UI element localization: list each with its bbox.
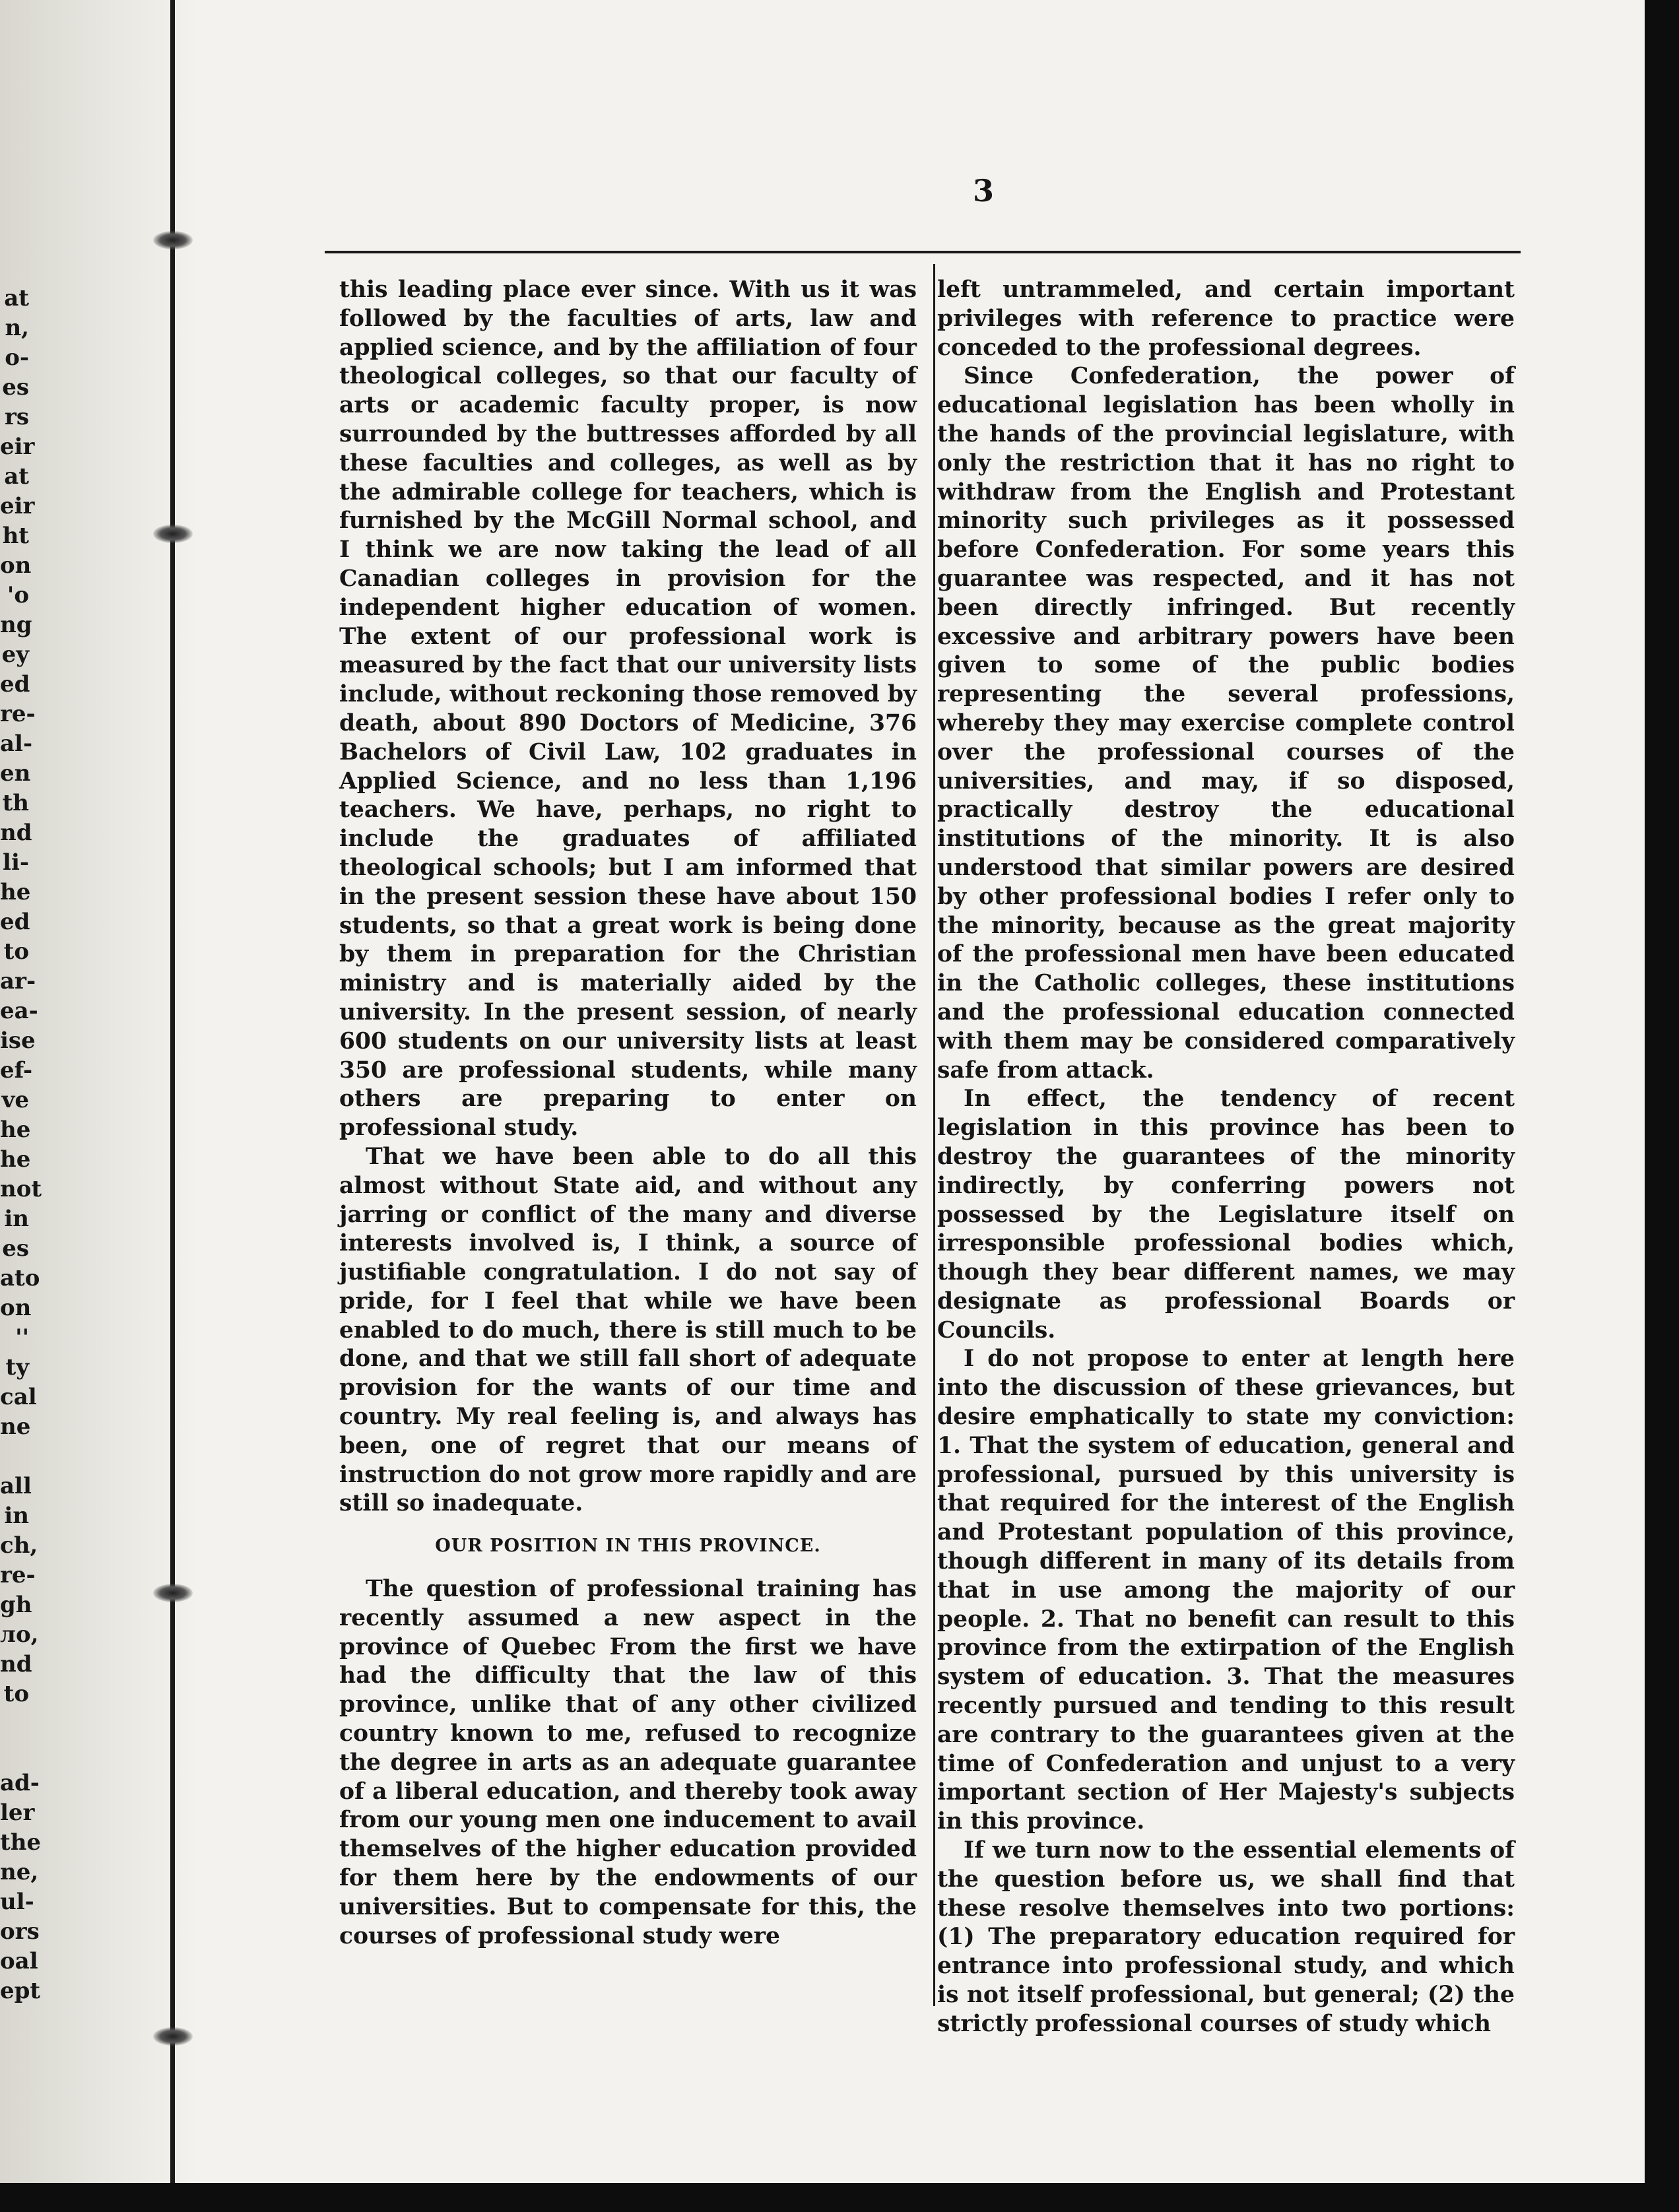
fragment-line: ло, <box>0 1621 39 1648</box>
fragment-line: he <box>0 1146 31 1173</box>
fragment-line: all <box>0 1473 32 1499</box>
fragment-line: al- <box>0 731 33 757</box>
fragment-line: li- <box>3 849 29 876</box>
fragment-line: nd <box>0 820 32 846</box>
paragraph: If we turn now to the essential elements of the question before us, we shall find that these resolve themselves into two portions: (1) The preparatory education required for entrance into professional study, and which is not itself professional, but general; (2) the strictly professional courses of study which <box>937 1837 1515 2037</box>
scan-border-right <box>1645 0 1679 2212</box>
fragment-line: ng <box>0 612 32 638</box>
column-divider <box>933 264 935 2006</box>
fragment-line: not <box>0 1176 42 1202</box>
fragment-line: ef- <box>0 1057 33 1084</box>
fragment-line: ch, <box>0 1532 38 1559</box>
binding-stitch <box>153 1584 193 1602</box>
fragment-line: at <box>4 463 29 490</box>
section-heading: OUR POSITION IN THIS PROVINCE. <box>435 1536 821 1557</box>
fragment-line: gh <box>0 1592 32 1618</box>
paragraph: this leading place ever since. With us it was followed by the faculties of arts, law and applied science, and by the affiliation of four theological colleges, so that our faculty of arts or academic faculty proper, is now surrounded by the buttresses afforded by all these faculties and colleges, as well as by the admirable college for teachers, which is furnished by the McGill Normal school, and I think we are now taking the lead of all Canadian colleges in provision for the independent higher education of women. The extent of our professional work is measured by the fact that our university lists include, without reckoning those removed by death, about 890 Doctors of Medicine, 376 Bachelors of Civil Law, 102 graduates in Applied Science, and no less than 1,196 teachers. We have, perhaps, no right to include the graduates of affiliated theological schools; but I am informed that in the present session these have about 150 students, so that a great work is being done by them in preparation for the Christian ministry and is materially aided by the university. In the present session, of nearly 600 students on our university lists at least 350 are professional students, while many others are preparing to enter on professional study. <box>339 276 917 1142</box>
fragment-line: to <box>3 1681 29 1707</box>
fragment-line <box>0 1709 29 1739</box>
previous-page-fragments <box>0 284 42 2006</box>
fragment-line: ht <box>2 523 29 549</box>
fragment-line: ne <box>0 1414 31 1440</box>
fragment-line: he <box>0 879 31 905</box>
fragment-line <box>0 1442 29 1472</box>
fragment-line: en <box>0 760 31 787</box>
binding-stitch <box>153 2027 193 2046</box>
fragment-line: ty <box>5 1354 29 1381</box>
fragment-line: 'o <box>7 582 29 608</box>
paragraph: In effect, the tendency of recent legislation in this province has been to destroy the guarantees of the minority indirectly, by conferring powers not possessed by the Legislature itself on irresponsible professional bodies which, though they bear different names, we may designate as professional Boards or Councils. <box>937 1086 1515 1344</box>
fragment-line: ey <box>1 641 29 668</box>
fragment-line: ne, <box>0 1859 39 1885</box>
fragment-line: in <box>4 1503 29 1529</box>
fragment-line: re- <box>0 701 36 727</box>
fragment-line: the <box>0 1829 42 1856</box>
binding-stitch <box>153 525 193 543</box>
fragment-line: ul- <box>0 1889 34 1915</box>
fragment-line: ve <box>1 1087 29 1113</box>
fragment-line: ors <box>0 1918 40 1945</box>
fragment-line: at <box>4 285 29 311</box>
fragment-line: in <box>4 1206 29 1232</box>
fragment-line: n, <box>5 315 29 341</box>
fragment-line: on <box>0 1295 32 1321</box>
header-rule <box>325 251 1521 253</box>
fragment-line: ed <box>0 671 30 698</box>
fragment-line: es <box>2 374 29 401</box>
paragraph: left untrammeled, and certain important privileges with reference to practice were conceded to the professional degrees. <box>937 276 1515 361</box>
fragment-line: o- <box>5 344 29 371</box>
fragment-line: ea- <box>0 998 38 1024</box>
fragment-line: to <box>3 938 29 965</box>
fragment-line: re- <box>0 1562 36 1588</box>
page-number: 3 <box>972 173 994 209</box>
fragment-line: ler <box>0 1800 35 1826</box>
fragment-line <box>0 1739 29 1769</box>
fragment-line: eir <box>0 434 35 460</box>
fragment-line: es <box>2 1235 29 1262</box>
fragment-line: th <box>2 790 29 816</box>
fragment-line: ept <box>0 1978 41 2004</box>
right-column <box>937 276 1515 2039</box>
fragment-line: '' <box>15 1324 29 1351</box>
fragment-line: ise <box>0 1027 36 1054</box>
fragment-line: ed <box>0 909 30 935</box>
fragment-line: ato <box>0 1265 40 1291</box>
fragment-line: ar- <box>0 968 36 994</box>
scan-border-bottom <box>0 2183 1679 2212</box>
fragment-line: nd <box>0 1651 32 1677</box>
binding-stitch <box>153 231 193 249</box>
fragment-line: he <box>0 1117 31 1143</box>
paragraph: I do not propose to enter at length here into the discussion of these grievances, but desire emphatically to state my conviction: 1. That the system of education, general and professional, pursued by this university is that required for the interest of the English and Protestant population of this province, though different in many of its details from that in use among the majority of our people. 2. That no benefit can result to this province from the extirpation of the English system of education. 3. That the measures recently pursued and tending to this result are contrary to the guarantees given at the time of Confederation and unjust to a very important section of Her Majesty's subjects in this province. <box>937 1346 1515 1835</box>
fragment-line: cal <box>0 1384 37 1410</box>
paragraph: That we have been able to do all this almost without State aid, and without any jarring or conflict of the many and diverse interests involved is, I think, a source of justifiable congratulation. I do not say of pride, for I feel that while we have been enabled to do much, there is still much to be done, and that we still fall short of adequate provision for the wants of our time and country. My real feeling is, and always has been, one of regret that our means of instruction do not grow more rapidly and are still so inadequate. <box>339 1143 917 1517</box>
paragraph: The question of professional training has recently assumed a new aspect in the province of Quebec From the first we have had the difficulty that the law of this province, unlike that of any other civilized country known to me, refused to recognize the degree in arts as an adequate guarantee of a liberal education, and thereby took away from our young men one inducement to avail themselves of the higher education provided for them here by the endowments of our universities. But to compensate for this, the courses of professional study were <box>339 1576 917 1949</box>
left-column <box>339 276 917 1951</box>
paragraph: Since Confederation, the power of educational legislation has been wholly in the hands of the provincial legislature, with only the restriction that it has no right to withdraw from the English and Protestant minority such privileges as it possessed before Confederation. For some years this guarantee was respected, and it has not been directly infringed. But recently excessive and arbitrary powers have been given to some of the public bodies representing the several professions, whereby they may exercise complete control over the professional courses of the universities, and may, if so disposed, practically destroy the educational institutions of the minority. It is also understood that similar powers are desired by other professional bodies I refer only to the minority, because as the great majority of the professional men have been educated in the Catholic colleges, these institutions and the professional education connected with them may be considered comparatively safe from attack. <box>937 363 1515 1084</box>
fragment-line: eir <box>0 493 35 519</box>
binding-spine-line <box>170 0 175 2184</box>
fragment-line: on <box>0 552 32 579</box>
fragment-line: rs <box>4 404 29 430</box>
fragment-line: oal <box>0 1948 38 1974</box>
fragment-line: ad- <box>0 1770 40 1796</box>
